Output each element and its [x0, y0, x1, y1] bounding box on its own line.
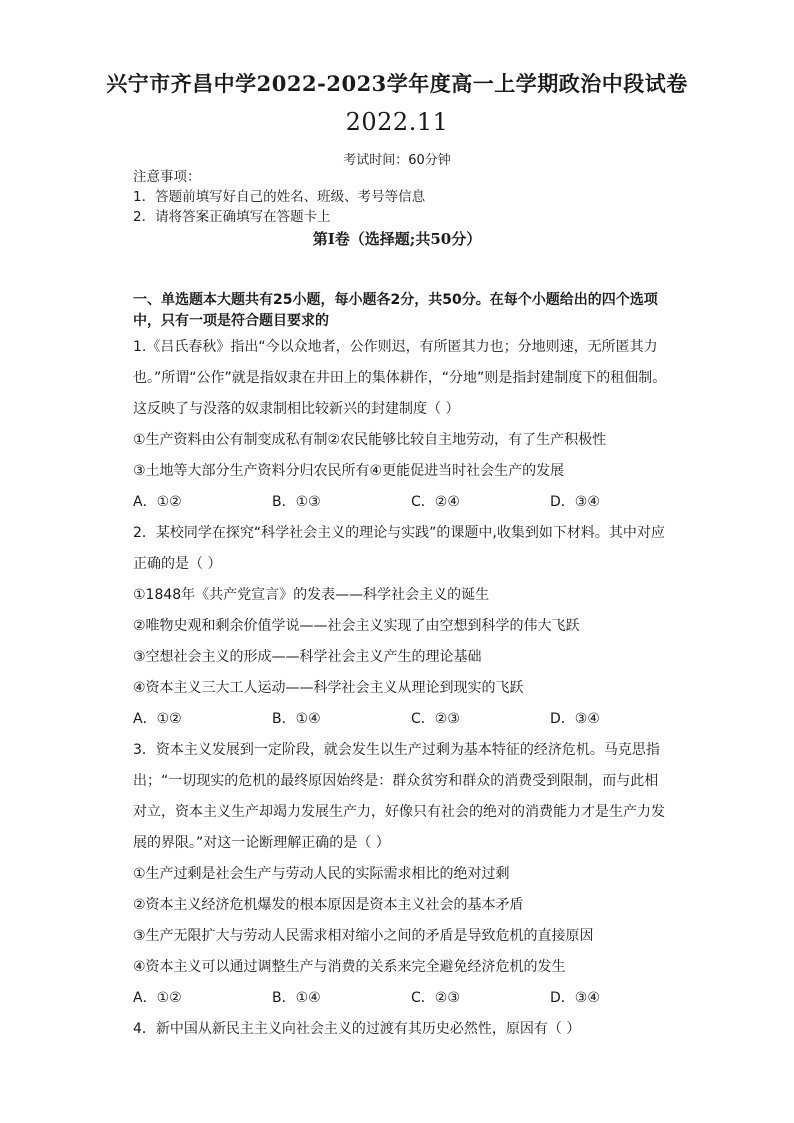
question-3-statement: ①生产过剩是社会生产与劳动人民的实际需求相比的绝对过剩 [133, 866, 510, 882]
question-3-line: 展的界限。”对这一论断理解正确的是（ ） [133, 835, 390, 851]
question-1-statement: ③土地等大部分生产资料分归农民所有④更能促进当时社会生产的发展 [133, 463, 565, 479]
question-1-options [133, 492, 673, 512]
question-1-line: 1.《吕氏春秋》指出“今以众地者，公作则迟，有所匿其力也；分地则速，无所匿其力 [133, 339, 658, 355]
notes-heading: 注意事项： [133, 169, 201, 185]
question-2-statement: ④资本主义三大工人运动——科学社会主义从理论到现实的飞跃 [133, 680, 524, 696]
question-3-statement: ③生产无限扩大与劳动人民需求相对缩小之间的矛盾是导致危机的直接原因 [133, 928, 594, 944]
question-3-line: 3．资本主义发展到一定阶段，就会发生以生产过剩为基本特征的经济危机。马克思指 [133, 742, 660, 758]
notes-block [133, 167, 425, 227]
question-2-line: 2．某校同学在探究“科学社会主义的理论与实践”的课题中,收集到如下材料。其中对应 [133, 525, 665, 541]
question-3-statement: ②资本主义经济危机爆发的根本原因是资本主义社会的基本矛盾 [133, 897, 524, 913]
question-2-statement: ②唯物史观和剩余价值学说——社会主义实现了由空想到科学的伟大飞跃 [133, 618, 580, 634]
section-instruction: 一、单选题本大题共有25小题，每小题各2分，共50分。在每个小题给出的四个选项中，只有一项是符合题目要求的 [133, 292, 658, 329]
option-a: A．①② [133, 711, 182, 727]
option-d: D．③④ [550, 990, 600, 1006]
question-4-line: 4．新中国从新民主主义向社会主义的过渡有其历史必然性，原因有（ ） [133, 1021, 581, 1037]
option-b: B．①④ [272, 711, 321, 727]
note-item: 2．请将答案正确填写在答题卡上 [133, 209, 331, 225]
question-1-line: 这反映了与没落的奴隶制相比较新兴的封建制度（ ） [133, 401, 460, 417]
option-d: D．③④ [550, 711, 600, 727]
question-3-options [133, 988, 673, 1008]
question-3-statement: ④资本主义可以通过调整生产与消费的关系来完全避免经济危机的发生 [133, 959, 566, 975]
exam-time: 考试时间：60分钟 [343, 153, 451, 168]
option-a: A．①② [133, 494, 182, 510]
question-1-statement: ①生产资料由公有制变成私有制②农民能够比较自主地劳动，有了生产积极性 [133, 432, 607, 448]
question-2-line: 正确的是（ ） [133, 556, 222, 572]
section-title: 第I卷（选择题;共50分） [312, 230, 482, 248]
question-3-line: 对立，资本主义生产却竭力发展生产力，好像只有社会的绝对的消费能力才是生产力发 [133, 804, 665, 820]
note-item: 1．答题前填写好自己的姓名、班级、考号等信息 [133, 189, 426, 205]
option-a: A．①② [133, 990, 182, 1006]
question-3-line: 出；“一切现实的危机的最终原因始终是：群众贫穷和群众的消费受到限制，而与此相 [133, 773, 659, 789]
option-c: C．②③ [411, 711, 460, 727]
option-b: B．①③ [272, 494, 321, 510]
option-c: C．②④ [411, 494, 460, 510]
question-2-statement: ③空想社会主义的形成——科学社会主义产生的理论基础 [133, 649, 482, 665]
question-2-statement: ①1848年《共产党宣言》的发表——科学社会主义的诞生 [133, 587, 490, 603]
question-1-line: 也。”所谓“公作”就是指奴隶在井田上的集体耕作，“分地”则是指封建制度下的租佃制。 [133, 370, 667, 386]
option-b: B．①④ [272, 990, 321, 1006]
question-2-options [133, 709, 673, 729]
exam-title: 兴宁市齐昌中学2022-2023学年度高一上学期政治中段试卷 [106, 71, 688, 96]
exam-date: 2022.11 [345, 108, 449, 136]
option-d: D．③④ [550, 494, 600, 510]
option-c: C．②③ [411, 990, 460, 1006]
